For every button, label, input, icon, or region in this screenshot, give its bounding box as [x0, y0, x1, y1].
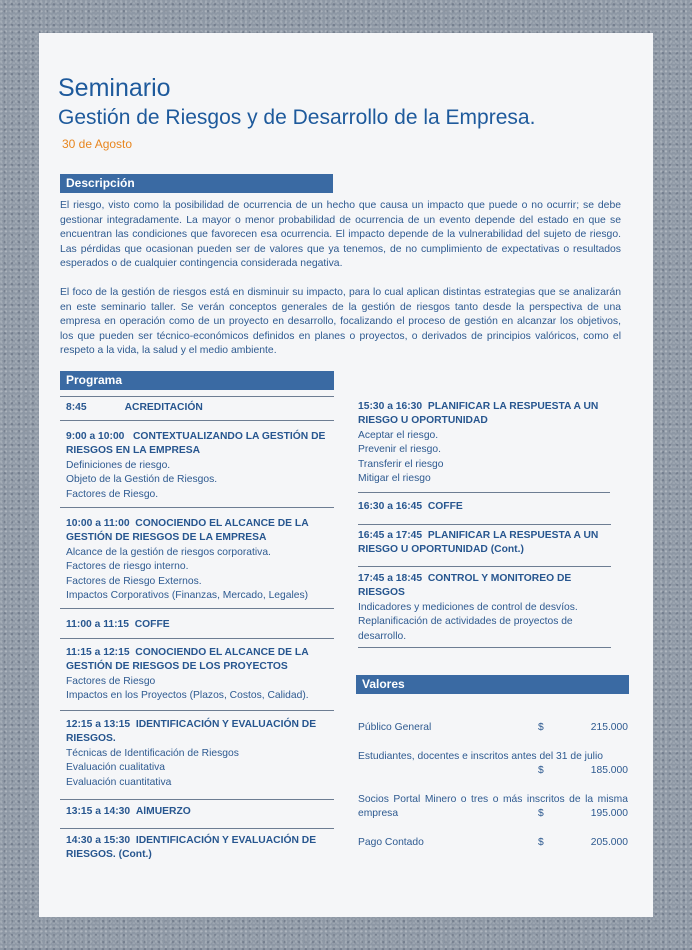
schedule-detail: Técnicas de Identificación de Riesgos	[66, 747, 239, 759]
schedule-item: 16:45 a 17:45 PLANIFICAR LA RESPUESTA A UN RIESGO U OPORTUNIDAD (Cont.)	[358, 530, 599, 556]
divider	[358, 647, 611, 648]
section-header-descripcion: Descripción	[60, 174, 333, 193]
schedule-item: 17:45 a 18:45 CONTROL Y MONITOREO DE RIESGOS Indicadores y mediciones de control de desvíos. Replanificación de actividades de proyectos de desarrollo.	[358, 572, 611, 644]
schedule-item: 12:15 a 13:15 IDENTIFICACIÓN Y EVALUACIÓN DE RIESGOS. Técnicas de Identificación de Riesgos Evaluación cualitativa Evaluación cuantitativa	[66, 718, 334, 790]
schedule-detail: Mitigar el riesgo	[358, 473, 431, 485]
divider	[358, 492, 610, 493]
divider	[60, 799, 334, 800]
schedule-item: 8:45 ACREDITACIÓN	[66, 402, 203, 413]
schedule-detail: Alcance de la gestión de riesgos corporativa.	[66, 546, 271, 558]
divider	[358, 566, 611, 567]
schedule-detail: Prevenir el riesgo.	[358, 444, 441, 456]
schedule-item: 11:15 a 12:15 CONOCIENDO EL ALCANCE DE LA GESTIÓN DE RIESGOS DE LOS PROYECTOS Factores de Riesgo Impactos en los Proyectos (Plazos, Costos, Calidad).	[66, 646, 334, 704]
divider	[60, 608, 334, 609]
divider	[60, 638, 334, 639]
description-paragraph-1: El riesgo, visto como la posibilidad de ocurrencia de un hecho que causa un impacto que puede o no ocurrir; se debe gestionar integradamente. La mayor o menor probabilidad de ocurrencia de un evento depende del estado en que se encuentran las condiciones que favorecen esa ocurrencia. El impacto depende de la vulnerabilidad del sujeto de riesgo. Las pérdidas que ocasionan pueden ser de valores que ya tenemos, de no cumplimiento de expectativas o resultados esperados o de cualquier contingencia considerada negativa.	[60, 200, 621, 270]
section-header-valores: Valores	[356, 675, 629, 694]
schedule-detail: Factores de Riesgo.	[66, 488, 159, 500]
schedule-detail: Factores de riesgo interno.	[66, 561, 189, 573]
divider	[60, 507, 334, 508]
divider	[60, 828, 334, 829]
schedule-item: 15:30 a 16:30 PLANIFICAR LA RESPUESTA A UN RIESGO U OPORTUNIDAD Aceptar el riesgo. Prevenir el riesgo. Transferir el riesgo Mitigar el riesgo	[358, 400, 610, 486]
section-header-programa: Programa	[60, 371, 334, 390]
divider	[60, 420, 334, 421]
price-row: Estudiantes, docentes e inscritos antes del 31 de julio $ 185.000	[358, 751, 628, 777]
schedule-detail: Impactos en los Proyectos (Plazos, Costos, Calidad).	[66, 690, 309, 702]
price-row: Socios Portal Minero o tres o más inscritos de la misma empresa $ 195.000	[358, 794, 628, 820]
schedule-detail: Evaluación cuantitativa	[66, 776, 172, 788]
divider	[358, 524, 611, 525]
description-paragraph-2: El foco de la gestión de riesgos está en disminuir su impacto, para lo cual aplican distintas estrategias que se analizarán en este seminario taller. Se verán conceptos generales de la gestión de riesgos tanto desde la perspectiva de una empresa en operación como de un proyecto en desarrollo, focalizando el proceso de gestión en alcanzar los objetivos, los que pueden ser técnico-económicos definidos en planes o proyectos, o derivados de principios valóricos, como el respeto a la vida, la salud y el medio ambiente.	[60, 287, 621, 357]
page-subtitle: Gestión de Riesgos y de Desarrollo de la Empresa.	[58, 106, 536, 129]
event-date: 30 de Agosto	[62, 137, 133, 151]
page-title: Seminario	[58, 74, 171, 102]
schedule-detail: Factores de Riesgo	[66, 675, 156, 687]
schedule-item: 14:30 a 15:30 IDENTIFICACIÓN Y EVALUACIÓN DE RIESGOS. (Cont.)	[66, 835, 317, 861]
document-page	[39, 33, 653, 917]
schedule-item: 10:00 a 11:00 CONOCIENDO EL ALCANCE DE LA GESTIÓN DE RIESGOS DE LA EMPRESA Alcance de la gestión de riesgos corporativa. Factores de riesgo interno. Factores de Riesgo Externos. Impactos Corporativos (Finanzas, Mercado, Legales)	[66, 517, 334, 603]
schedule-detail: Definiciones de riesgo.	[66, 459, 171, 471]
schedule-item: 9:00 a 10:00 CONTEXTUALIZANDO LA GESTIÓN DE RIESGOS EN LA EMPRESA Definiciones de riesgo. Objeto de la Gestión de Riesgos. Factores de Riesgo.	[66, 430, 334, 502]
schedule-detail: Factores de Riesgo Externos.	[66, 575, 202, 587]
schedule-detail: Replanificación de actividades de proyectos de desarrollo.	[358, 616, 573, 642]
schedule-detail: Aceptar el riesgo.	[358, 429, 439, 441]
schedule-detail: Objeto de la Gestión de Riesgos.	[66, 474, 218, 486]
schedule-detail: Impactos Corporativos (Finanzas, Mercado, Legales)	[66, 590, 309, 602]
divider	[60, 710, 334, 711]
divider	[60, 396, 334, 397]
schedule-detail: Transferir el riesgo	[358, 458, 444, 470]
price-row: Público General $ 215.000	[358, 722, 628, 733]
schedule-item: 16:30 a 16:45 COFFE	[358, 501, 463, 512]
schedule-detail: Evaluación cualitativa	[66, 762, 166, 774]
schedule-detail: Indicadores y mediciones de control de desvíos.	[358, 601, 578, 613]
schedule-item: 11:00 a 11:15 COFFE	[66, 619, 170, 630]
schedule-item: 13:15 a 14:30 AlMUERZO	[66, 806, 191, 817]
price-row: Pago Contado $ 205.000	[358, 837, 628, 848]
